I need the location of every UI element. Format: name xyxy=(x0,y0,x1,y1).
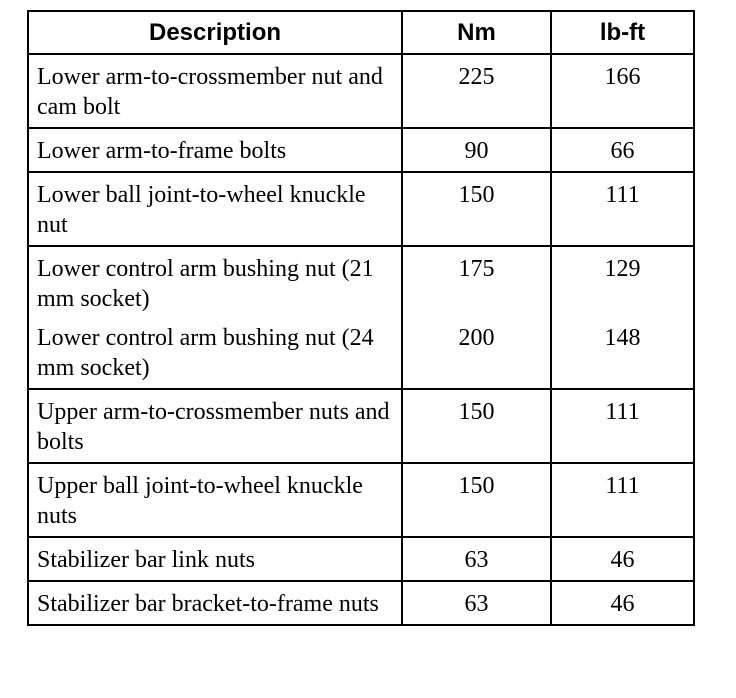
row-nm-value: 225 xyxy=(402,54,551,128)
table-row xyxy=(28,537,694,581)
row-nm-value: 63 xyxy=(402,537,551,581)
table-row xyxy=(28,246,694,319)
header-row xyxy=(28,11,694,54)
row-nm-value: 150 xyxy=(402,463,551,537)
table-row xyxy=(28,463,694,537)
table-row xyxy=(28,389,694,463)
row-lbft-value: 111 xyxy=(551,172,694,246)
row-lbft-value: 111 xyxy=(551,463,694,537)
row-description: Stabilizer bar bracket-to-frame nuts xyxy=(28,581,402,625)
row-description: Lower ball joint-to-wheel knuckle nut xyxy=(28,172,402,246)
row-lbft-value: 46 xyxy=(551,537,694,581)
row-description: Lower control arm bushing nut (24 mm socket) xyxy=(28,319,402,389)
row-description: Upper ball joint-to-wheel knuckle nuts xyxy=(28,463,402,537)
row-description: Lower arm-to-frame bolts xyxy=(28,128,402,172)
torque-spec-table xyxy=(27,10,695,626)
row-description: Lower control arm bushing nut (21 mm socket) xyxy=(28,246,402,319)
row-description: Upper arm-to-crossmember nuts and bolts xyxy=(28,389,402,463)
row-nm-value: 90 xyxy=(402,128,551,172)
row-nm-value: 150 xyxy=(402,172,551,246)
row-lbft-value: 166 xyxy=(551,54,694,128)
row-lbft-value: 129 xyxy=(551,246,694,319)
row-lbft-value: 66 xyxy=(551,128,694,172)
table-row xyxy=(28,319,694,389)
table-row xyxy=(28,172,694,246)
row-lbft-value: 148 xyxy=(551,319,694,389)
column-header-nm: Nm xyxy=(402,11,551,54)
table-row xyxy=(28,128,694,172)
column-header-description: Description xyxy=(28,11,402,54)
row-nm-value: 200 xyxy=(402,319,551,389)
row-nm-value: 63 xyxy=(402,581,551,625)
row-lbft-value: 111 xyxy=(551,389,694,463)
column-header-lbft: lb-ft xyxy=(551,11,694,54)
table-row xyxy=(28,54,694,128)
row-nm-value: 175 xyxy=(402,246,551,319)
row-description: Stabilizer bar link nuts xyxy=(28,537,402,581)
table-row xyxy=(28,581,694,625)
row-lbft-value: 46 xyxy=(551,581,694,625)
row-description: Lower arm-to-crossmember nut and cam bolt xyxy=(28,54,402,128)
row-nm-value: 150 xyxy=(402,389,551,463)
